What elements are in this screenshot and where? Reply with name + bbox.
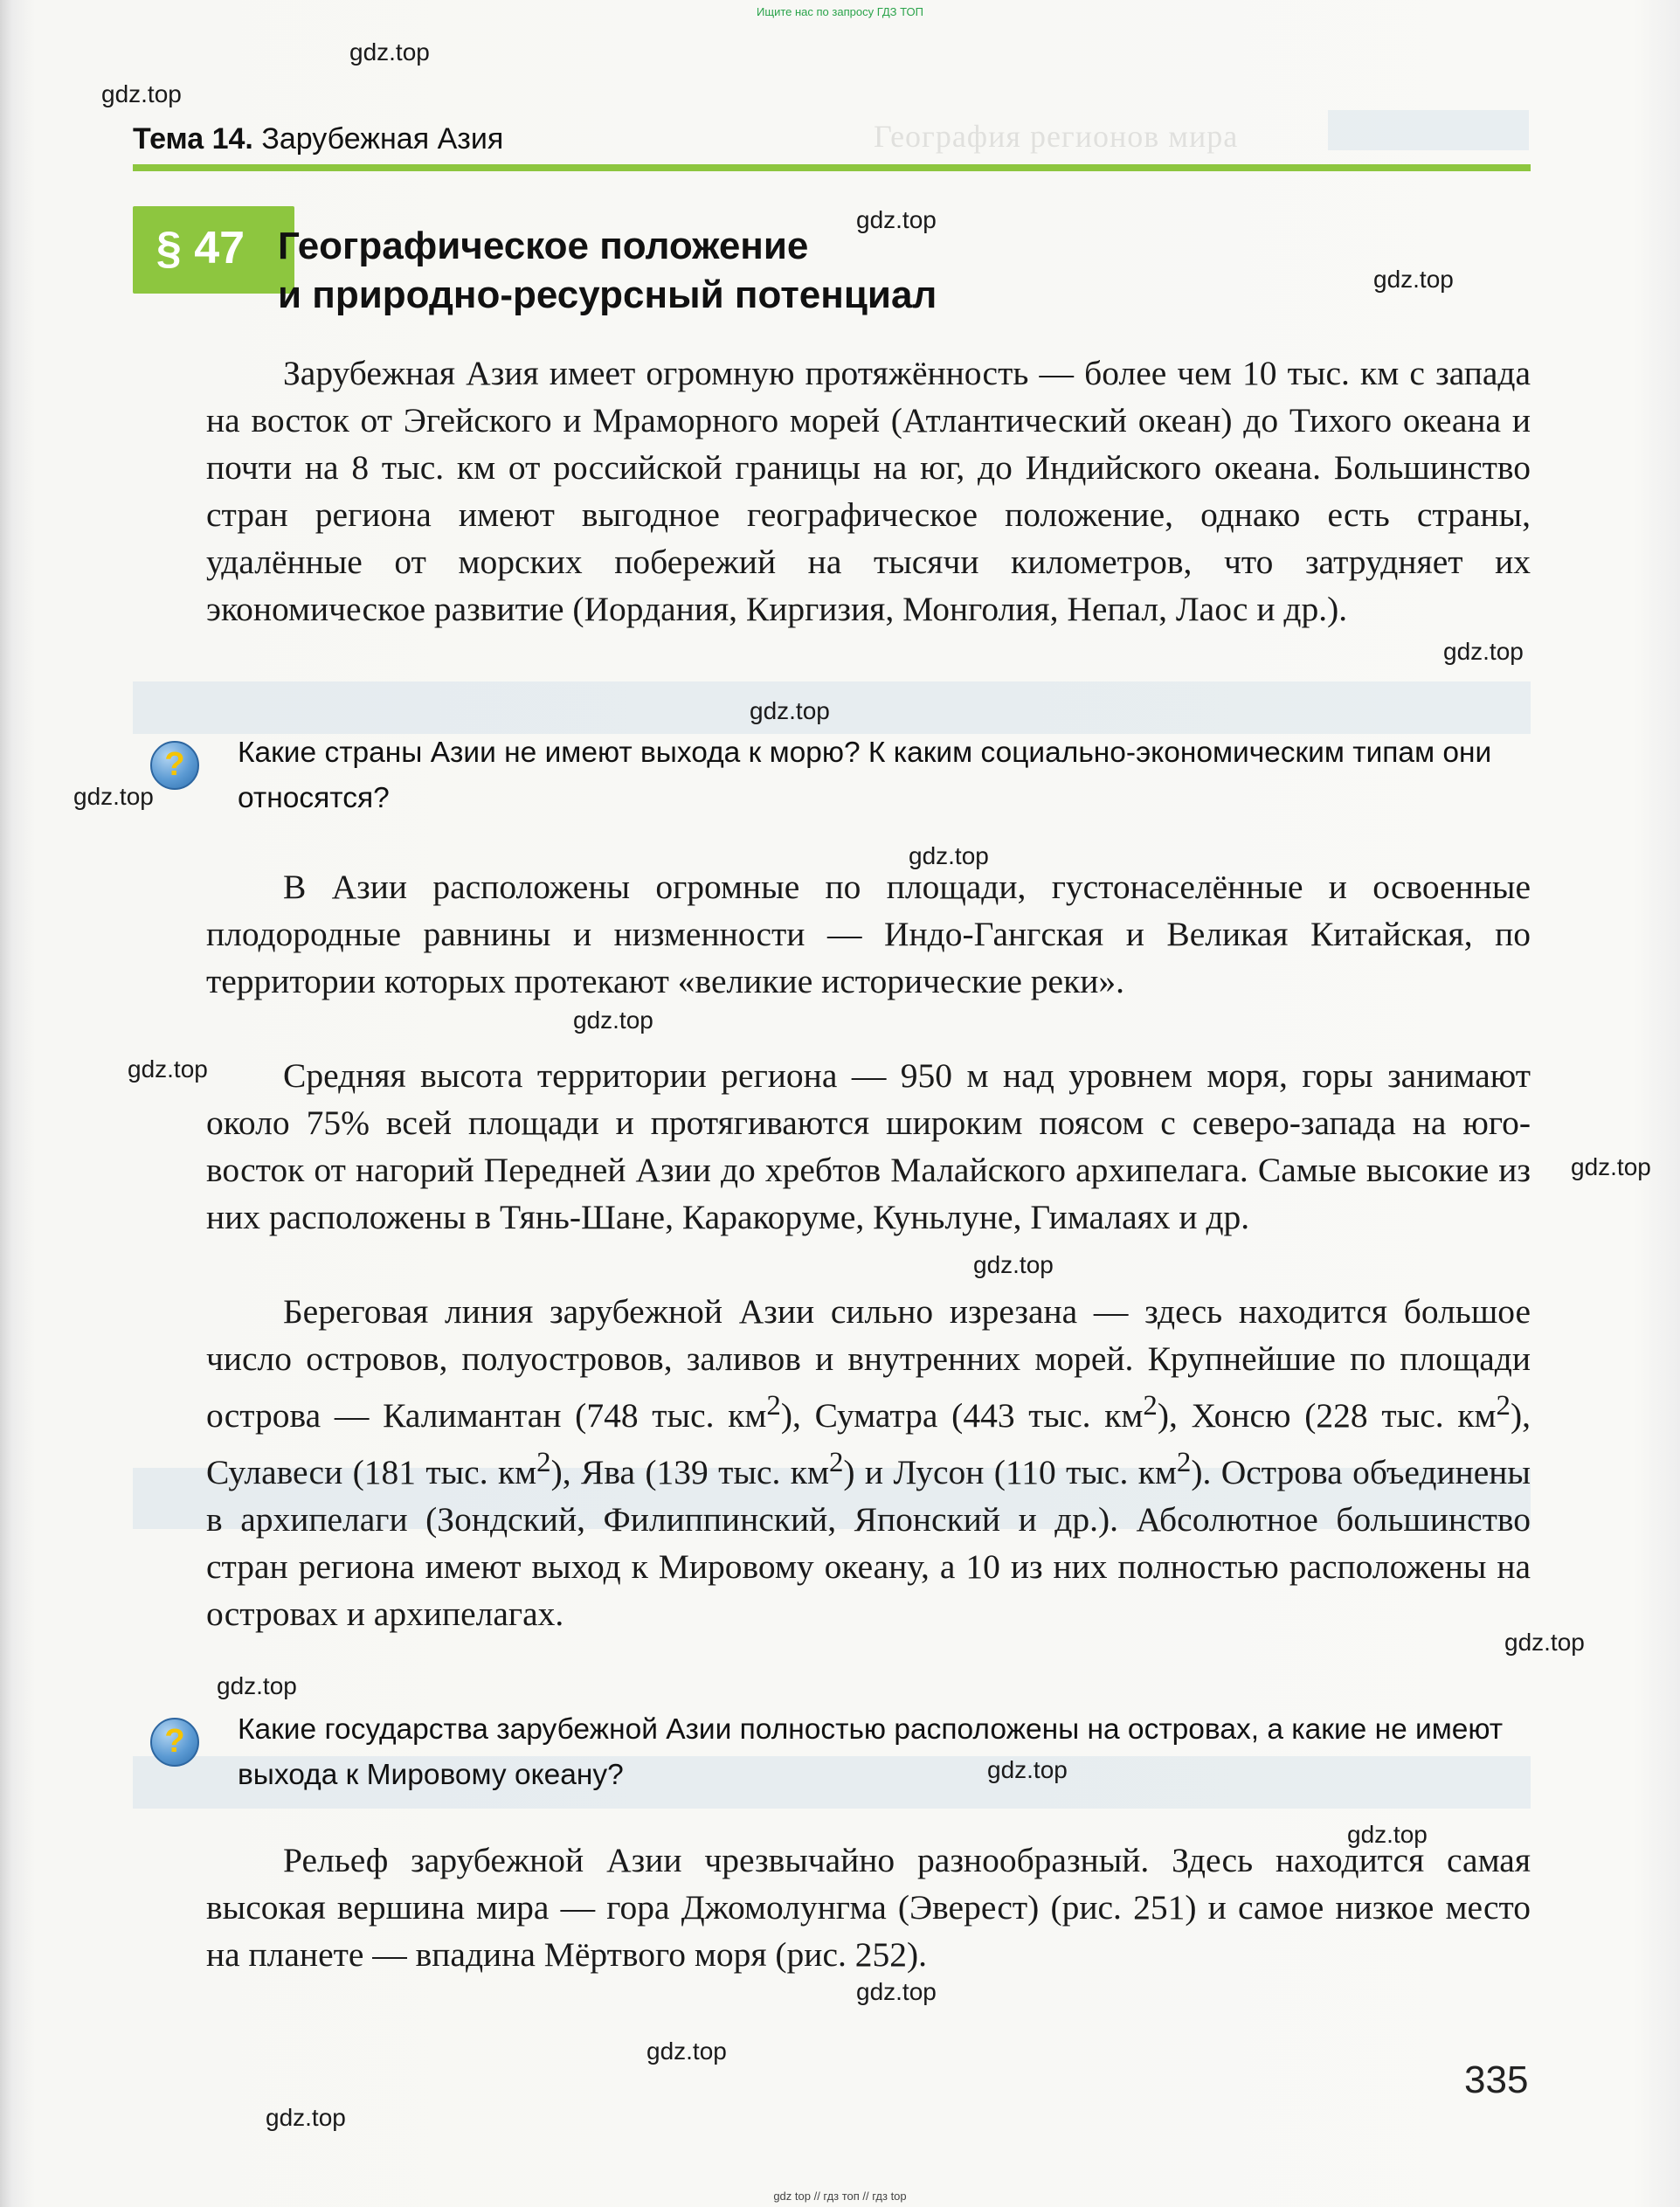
body-text: Рельеф зарубежной Азии чрезвычайно разнообразный. Здесь находится самая высокая вершина мира — гора Джомолунгма (Эверест) (рис. 251) и самое низкое место на планете — впадина Мёртвого моря (рис. 252). [206, 1841, 1531, 1974]
bottom-banner: gdz top // гдз топ // гдз top [773, 2190, 907, 2203]
running-header [133, 122, 1531, 166]
question-text: Какие государства зарубежной Азии полностью расположены на островах, а какие не имеют выхода к Мировому океану? [238, 1713, 1504, 1791]
body-text: В Азии расположены огромные по площади, густонаселённые и освоенные плодородные равнины и низменности — Индо-Гангская и Великая Китайская, по территории которых протекают «великие исторические реки». [206, 868, 1531, 1000]
watermark: gdz.top [128, 1055, 208, 1083]
watermark: gdz.top [750, 697, 830, 724]
watermark: gdz.top [856, 1978, 937, 2005]
watermark: gdz.top [1504, 1629, 1585, 1656]
paragraph-number-block [133, 206, 294, 294]
watermark: gdz.top [101, 80, 182, 107]
theme-title [133, 122, 503, 156]
theme-label: Тема 14. [133, 122, 253, 156]
paragraph-title [278, 222, 1326, 320]
body-paragraph-4 [206, 1288, 1531, 1637]
watermark: gdz.top [266, 2104, 346, 2131]
question-text: Какие страны Азии не имеют выхода к морю? К каким социально-экономическим типам они относятся? [238, 737, 1492, 814]
body-paragraph-5 [206, 1837, 1531, 1978]
paragraph-title-line1: Географическое положение [278, 225, 809, 267]
body-paragraph-1 [206, 349, 1531, 633]
paragraph-title-line2: и природно-ресурсный потенциал [278, 273, 937, 316]
body-text: Средняя высота территории региона — 950 м над уровнем моря, горы занимают около 75% всей площади и протягиваются широким поясом с северо-запада на юго-восток от нагорий Передней Азии до хребтов Малайского архипелага. Самые высокие из них расположены в Тянь-Шане, Каракоруме, Куньлуне, Гималаях и др. [206, 1056, 1531, 1236]
watermark: gdz.top [349, 38, 430, 66]
body-paragraph-3 [206, 1052, 1531, 1241]
question-box-1 [133, 729, 1531, 825]
watermark: gdz.top [1571, 1153, 1651, 1180]
question-box-2 [133, 1705, 1531, 1802]
bleed-through-text: География регионов мира [874, 119, 1239, 154]
question-circle-icon: ? [150, 1718, 199, 1767]
watermark: gdz.top [646, 2037, 727, 2065]
watermark: gdz.top [909, 842, 989, 869]
watermark: gdz.top [217, 1672, 297, 1699]
watermark: gdz.top [856, 206, 937, 233]
watermark: gdz.top [1347, 1821, 1428, 1848]
top-banner: Ищите нас по запросу ГДЗ ТОП [757, 5, 923, 18]
theme-name: Зарубежная Азия [261, 122, 504, 156]
header-rule [133, 164, 1531, 171]
body-paragraph-2 [206, 863, 1531, 1005]
question-circle-icon: ? [150, 741, 199, 790]
bleed-through-bar [133, 681, 1531, 734]
page-number: 335 [1464, 2058, 1529, 2101]
watermark: gdz.top [1373, 266, 1454, 293]
paragraph-number: § 47 [156, 223, 245, 273]
watermark: gdz.top [1443, 638, 1524, 665]
watermark: gdz.top [987, 1756, 1068, 1783]
body-text: Зарубежная Азия имеет огромную протяжённость — более чем 10 тыс. км с запада на восток от Эгейского и Мраморного морей (Атлантический океан) до Тихого океана и почти на 8 тыс. км от российской границы на юг, до Индийского океана. Большинство стран региона имеют выгодное географическое положение, однако есть страны, удалённые от морских побережий на тысячи километров, что затрудняет их экономическое развитие (Иордания, Киргизия, Монголия, Непал, Лаос и др.). [206, 354, 1531, 628]
body-text: Береговая линия зарубежной Азии сильно изрезана — здесь находится большое число островов, полуостровов, заливов и внутренних морей. Крупнейшие по площади острова — Калимантан (748 тыс. $км^2$), Суматра (443 тыс. $км^2$), Хонсю (228 тыс. $км^2$), Сулавеси (181 тыс. $км^2$), Ява (139 тыс. $км^2$) и Лусон (110 тыс. $км^2$). Острова объединены в архипелаги (Зондский, Филиппинский, Японский и др.). Абсолютное большинство стран региона имеют выход к Мировому океану, а 10 из них полностью расположены на островах и архипелагах. [206, 1292, 1531, 1634]
watermark: gdz.top [73, 783, 154, 810]
watermark: gdz.top [573, 1007, 653, 1034]
watermark: gdz.top [973, 1251, 1054, 1278]
